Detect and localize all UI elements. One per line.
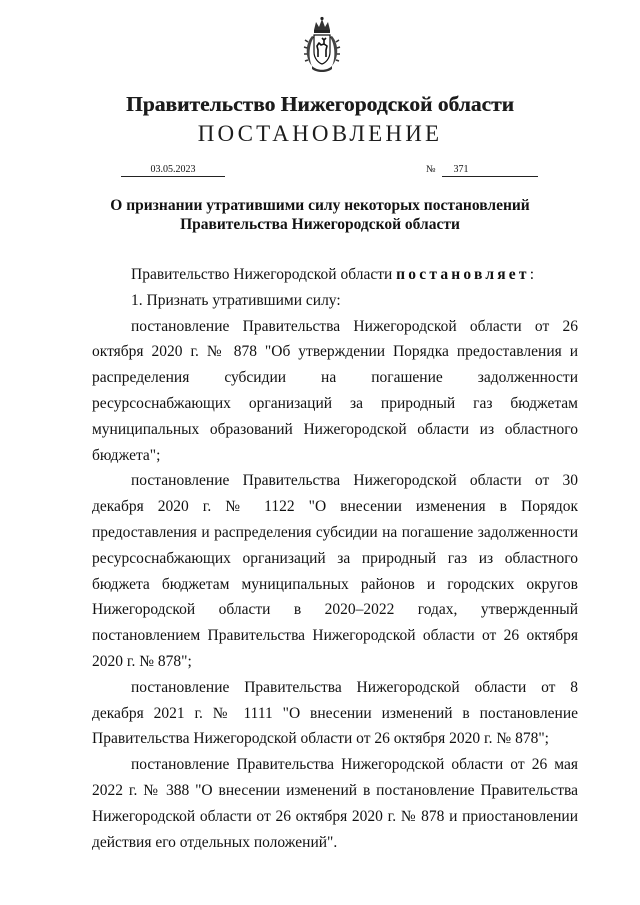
government-name: Правительство Нижегородской области [126,92,514,116]
document-subject [100,196,540,234]
document-date [121,164,225,177]
number-value: 371 [442,164,538,177]
subject-line-1: О признании утратившими силу некоторых постановлений [110,197,530,214]
body-paragraph-2: постановление Правительства Нижегородской области от 26 октября 2020 г. № 878 "Об утверждении Порядка предоставления и распределения субсидии на погашение задолженности ресурсоснабжающих организаций за природный газ бюджетам муниципальных образований Нижегородской области из областного бюджета"; [92,317,578,464]
intro-paragraph [92,262,578,288]
number-sign: № [426,164,436,175]
intro-verb: постановляет [396,266,530,283]
body-paragraph-4: постановление Правительства Нижегородской области от 8 декабря 2021 г. № 1111 "О внесении изменений в постановление Правительства Нижегородской области от 26 октября 2020 г. № 878"; [92,678,578,748]
document-type: ПОСТАНОВЛЕНИЕ [197,121,443,146]
body-paragraph-1: 1. Признать утратившими силу: [131,291,341,309]
coat-of-arms-icon [303,16,341,74]
body-paragraph-5: постановление Правительства Нижегородской области от 26 мая 2022 г. № 388 "О внесении изменений в постановление Правительства Нижегородской области от 26 октября 2020 г. № 878 и приостановлении действия его отдельных положений". [92,756,578,851]
body-paragraph-3: постановление Правительства Нижегородской области от 30 декабря 2020 г. № 1122 "О внесении изменения в Порядок предоставления и распределения субсидии на погашение задолженности ресурсоснабжающих организаций за природный газ из областного бюджета бюджетам муниципальных районов и городских округов Нижегородской области в 2020–2022 годах, утвержденный постановлением Правительства Нижегородской области от 26 октября 2020 г. № 878"; [92,472,578,670]
subject-line-2: Правительства Нижегородской области [180,216,460,233]
document-number [426,164,538,177]
date-value: 03.05.2023 [121,164,225,177]
intro-prefix: Правительство Нижегородской области [131,266,397,283]
document-body [92,262,578,855]
intro-suffix: : [529,266,535,283]
